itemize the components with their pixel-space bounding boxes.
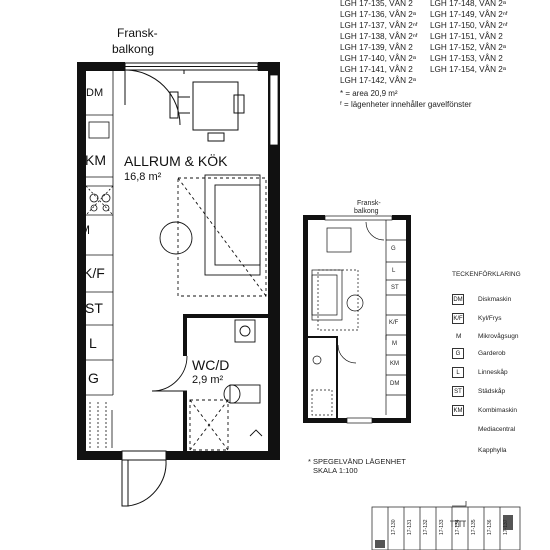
legend-label: Mikrovågsugn bbox=[478, 333, 519, 340]
legend-label: Kapphylla bbox=[478, 447, 507, 454]
legend-title: TECKENFÖRKLARING bbox=[452, 271, 521, 278]
living-room-label: ALLRUM & KÖK bbox=[124, 153, 228, 169]
keyplan-unit: 17-133 bbox=[439, 519, 445, 535]
apartment-entry: LGH 17-135, VÅN 2 bbox=[340, 0, 413, 8]
legend-label: Mediacentral bbox=[478, 426, 516, 433]
keyplan-unit: 17-137 bbox=[503, 519, 509, 535]
balcony-label: balkong bbox=[112, 42, 155, 56]
keyplan-unit: 17-134 bbox=[455, 519, 461, 535]
apartment-entry: LGH 17-150, VÅN 2ⁿᶠ bbox=[430, 21, 508, 30]
keyplan-unit: 17-132 bbox=[423, 519, 429, 535]
apartment-entry: LGH 17-142, VÅN 2ᵃ bbox=[340, 76, 416, 85]
apartment-entry: LGH 17-136, VÅN 2ᵃ bbox=[340, 10, 416, 19]
cabinet-kf: K/F bbox=[83, 265, 105, 281]
entrance-door bbox=[122, 451, 166, 506]
area-note: * = area 20,9 m² bbox=[340, 89, 398, 98]
legend-label: Garderob bbox=[478, 350, 506, 357]
apartment-entry: LGH 17-152, VÅN 2ᵃ bbox=[430, 43, 506, 52]
keyplan-unit: 17-135 bbox=[471, 519, 477, 535]
apartment-entry: LGH 17-138, VÅN 2ⁿᶠ bbox=[340, 32, 418, 41]
dining-table bbox=[170, 82, 244, 141]
keyplan-unit: 17-131 bbox=[407, 519, 413, 535]
mirror-cabinet: G bbox=[391, 246, 396, 252]
apartment-entry: LGH 17-148, VÅN 2ᵃ bbox=[430, 0, 506, 8]
apartment-entry: LGH 17-149, VÅN 2ⁿᶠ bbox=[430, 10, 508, 19]
apartment-entry: LGH 17-137, VÅN 2ⁿᶠ bbox=[340, 21, 418, 30]
legend-code: KM bbox=[452, 405, 464, 416]
mirror-cabinet: L bbox=[392, 268, 396, 274]
balcony-label: Fransk- bbox=[117, 26, 158, 40]
cabinet-g: G bbox=[88, 370, 99, 386]
mirror-cabinet: M bbox=[392, 341, 397, 347]
apartment-entry: LGH 17-139, VÅN 2 bbox=[340, 43, 413, 52]
apartment-entry: LGH 17-140, VÅN 2ᵃ bbox=[340, 54, 416, 63]
living-room-area: 16,8 m² bbox=[124, 171, 162, 183]
keyplan-unit: 17-130 bbox=[391, 519, 397, 535]
legend-label: Städskåp bbox=[478, 388, 506, 395]
legend-label: Linneskåp bbox=[478, 369, 508, 376]
apartment-entry: LGH 17-151, VÅN 2 bbox=[430, 32, 503, 41]
scale-caption: SKALA 1:100 bbox=[313, 466, 358, 475]
gable-note: ᶠ = lägenheter innehåller gavelfönster bbox=[340, 100, 472, 109]
mirror-cabinet: KM bbox=[390, 361, 399, 367]
cabinet-l: L bbox=[89, 335, 97, 351]
bathroom-label: WC/D bbox=[192, 357, 230, 373]
mirror-balcony-label: Fransk- bbox=[357, 200, 381, 207]
mirror-cabinet: DM bbox=[390, 381, 400, 387]
legend-code: G bbox=[452, 348, 464, 359]
cabinet-dm: DM bbox=[86, 87, 104, 99]
apartment-entry: LGH 17-154, VÅN 2ᵃ bbox=[430, 65, 506, 74]
legend-label: Kyl/Frys bbox=[478, 315, 502, 322]
legend-code: M bbox=[456, 333, 462, 340]
bathroom-area: 2,9 m² bbox=[192, 374, 224, 386]
sofa-bed bbox=[160, 175, 266, 296]
mirror-cabinet: K/F bbox=[389, 320, 399, 326]
cabinet-km: KM bbox=[85, 152, 106, 168]
mirror-cabinet: ST bbox=[391, 285, 399, 291]
apartment-entry: LGH 17-153, VÅN 2 bbox=[430, 54, 503, 63]
legend-code: DM bbox=[452, 294, 464, 305]
legend-code: ST bbox=[452, 386, 464, 397]
legend-label: Kombimaskin bbox=[478, 407, 518, 414]
mirror-balcony-label: balkong bbox=[354, 208, 379, 215]
cabinet-m: M bbox=[80, 223, 90, 237]
legend-code: K/F bbox=[452, 313, 464, 324]
apartment-entry: LGH 17-141, VÅN 2 bbox=[340, 65, 413, 74]
legend-label: Diskmaskin bbox=[478, 296, 512, 303]
keyplan-unit: 17-136 bbox=[487, 519, 493, 535]
mirror-caption: * SPEGELVÄND LÄGENHET bbox=[308, 457, 406, 466]
legend-code: L bbox=[452, 367, 464, 378]
cabinet-st: ST bbox=[85, 300, 103, 316]
